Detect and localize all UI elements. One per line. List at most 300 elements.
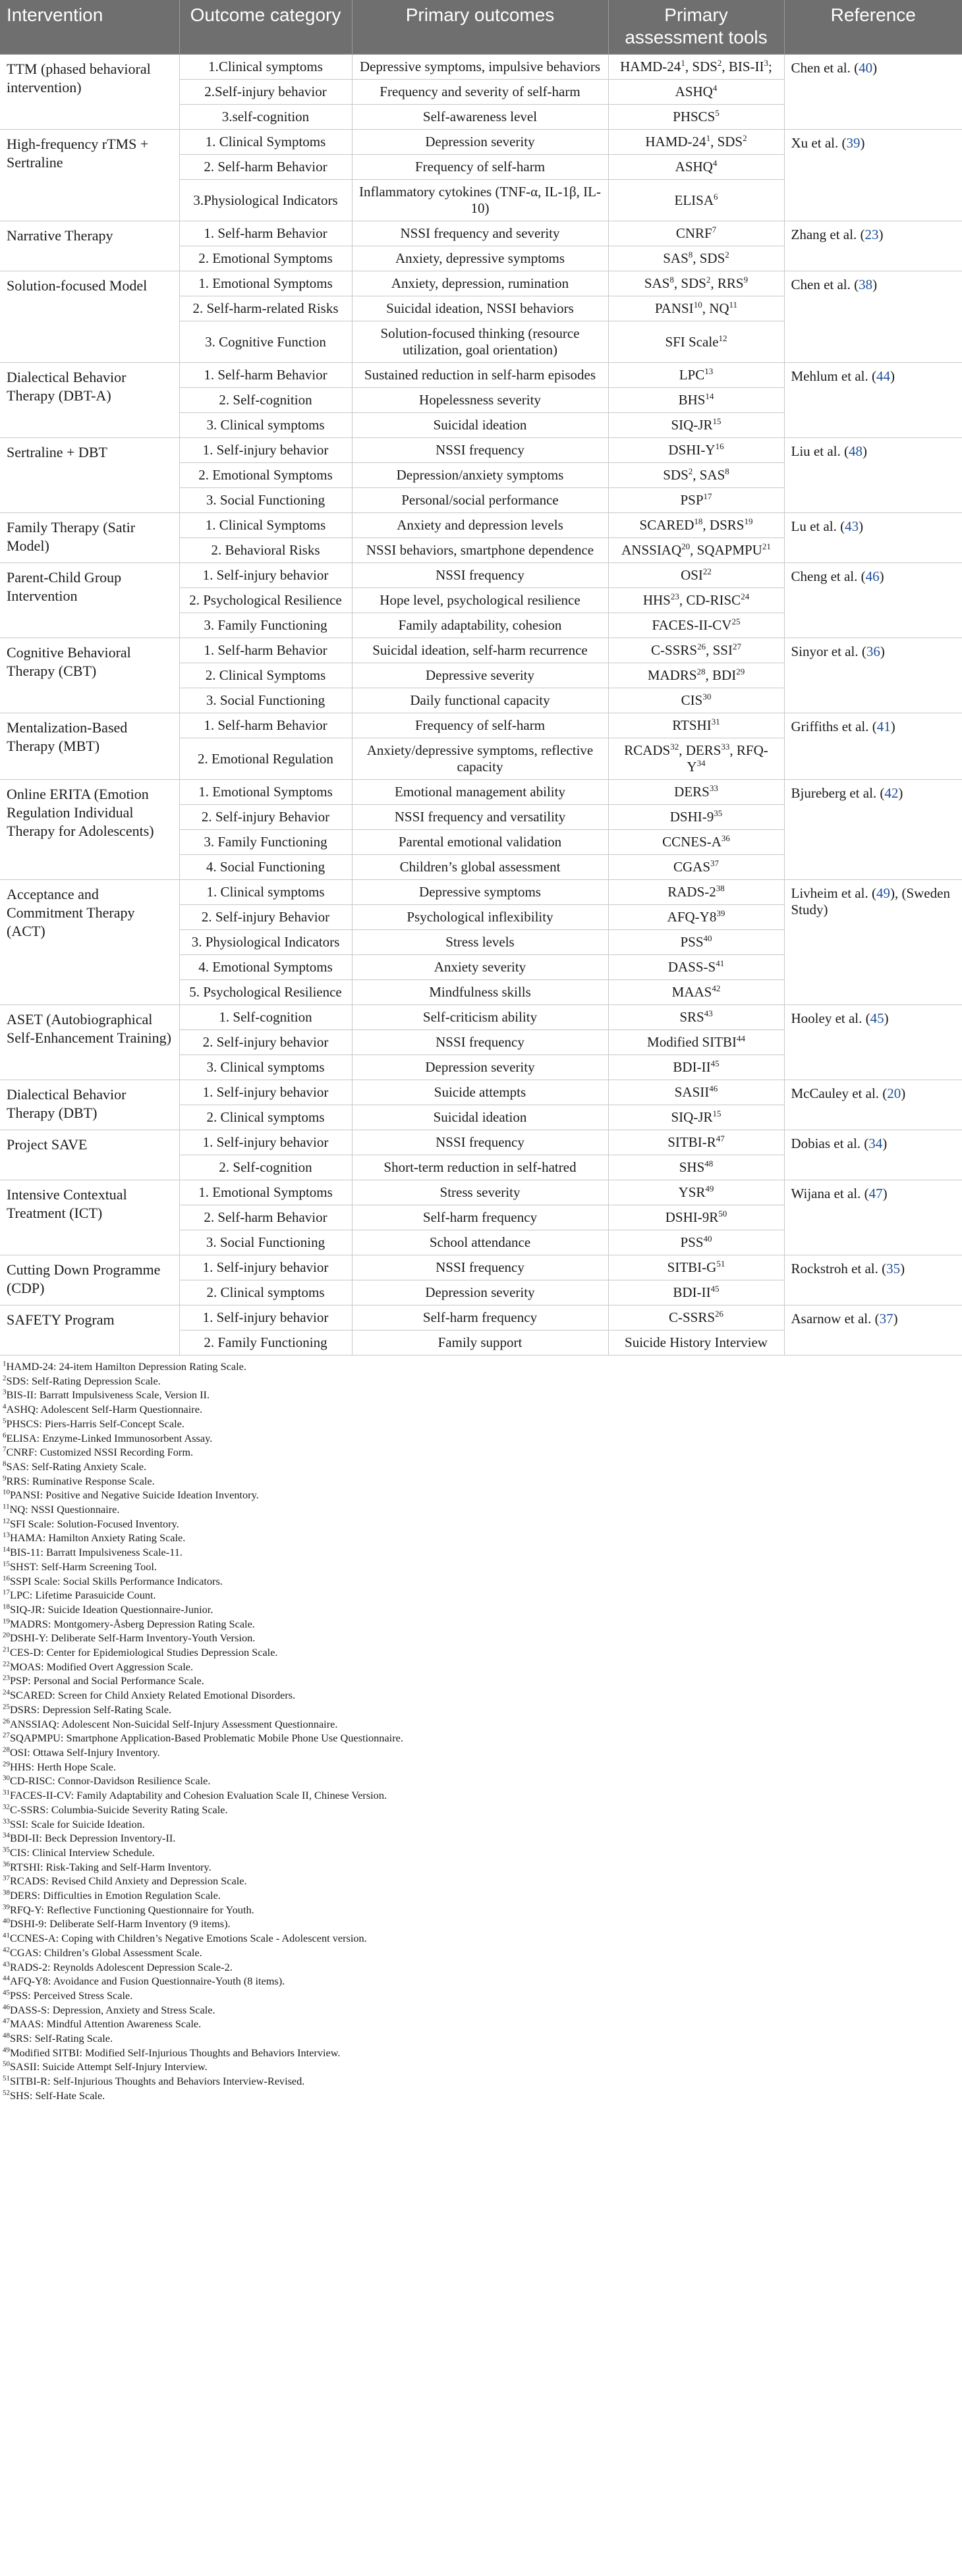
footnote [3, 1545, 959, 1560]
outcome-category: 2. Self-injury behavior [179, 1030, 352, 1055]
outcome-category: 3. Clinical symptoms [179, 413, 352, 438]
footnote-marker: 8 [669, 275, 674, 285]
outcome-category: 1. Emotional Symptoms [179, 780, 352, 805]
footnote-marker: 42 [712, 983, 721, 993]
outcome-category: 1.Clinical symptoms [179, 55, 352, 80]
tool-name: SITBI-G [667, 1259, 717, 1275]
primary-outcome: Suicidal ideation, self-harm recurrence [352, 638, 608, 663]
footnote-number: 42 [3, 1946, 10, 1954]
table-body [0, 55, 962, 1356]
primary-outcome: Personal/social performance [352, 488, 608, 513]
citation-link[interactable]: 39 [846, 135, 861, 151]
citation-link[interactable]: 45 [870, 1010, 884, 1026]
tool-name: YSR [678, 1184, 706, 1200]
assessment-tools [608, 321, 784, 363]
outcome-category: 3. Clinical symptoms [179, 1055, 352, 1080]
tool-name: , BIS-II [722, 59, 764, 74]
primary-outcome: Self-harm frequency [352, 1205, 608, 1230]
primary-outcome: NSSI behaviors, smartphone dependence [352, 538, 608, 563]
footnote-number: 51 [3, 2074, 10, 2083]
footnote-marker: 18 [694, 516, 703, 526]
footnote-text: OSI: Ottawa Self-Injury Inventory. [10, 1745, 160, 1759]
footnote [3, 1560, 959, 1574]
assessment-tools [608, 130, 784, 155]
footnote-text: RFQ-Y: Reflective Functioning Questionnaire for Youth. [10, 1903, 254, 1916]
outcome-category: 2. Emotional Regulation [179, 738, 352, 780]
outcome-category: 3. Social Functioning [179, 688, 352, 713]
footnote-number: 45 [3, 1988, 10, 1997]
tool-name: SDS [663, 467, 689, 483]
footnote-number: 37 [3, 1874, 10, 1882]
intervention-name: High-frequency rTMS + Sertraline [0, 130, 179, 221]
tool-name: RTSHI [672, 717, 712, 733]
intervention-name: Dialectical Behavior Therapy (DBT-A) [0, 363, 179, 438]
footnote [3, 1674, 959, 1688]
footnote-marker: 26 [697, 642, 706, 651]
footnote-marker: 2 [688, 466, 693, 476]
tool-name: RADS-2 [667, 884, 716, 900]
footnote-marker: 45 [710, 1284, 720, 1294]
footnote-marker: 3 [764, 58, 769, 68]
primary-outcome: NSSI frequency [352, 438, 608, 463]
footnote-marker: 30 [702, 692, 712, 701]
table-row [0, 1180, 962, 1205]
tool-name: FACES-II-CV [652, 617, 732, 633]
outcome-category: 2. Self-injury Behavior [179, 905, 352, 930]
reference [784, 1005, 962, 1080]
footnote-marker: 48 [704, 1159, 714, 1168]
primary-outcome: Daily functional capacity [352, 688, 608, 713]
footnote-text: ASHQ: Adolescent Self-Harm Questionnaire. [6, 1403, 203, 1416]
primary-outcome: Suicidal ideation, NSSI behaviors [352, 296, 608, 321]
footnote-number: 25 [3, 1703, 10, 1711]
footnote-number: 47 [3, 2017, 10, 2025]
reference-author: Griffiths et al. ( [791, 719, 877, 734]
footnote-text: C-SSRS: Columbia-Suicide Severity Rating Scale. [10, 1803, 228, 1816]
footnote-number: 41 [3, 1931, 10, 1940]
primary-outcome: Anxiety, depression, rumination [352, 271, 608, 296]
tool-name: ELISA [674, 192, 714, 208]
tool-name: PHSCS [673, 109, 716, 124]
assessment-tools [608, 363, 784, 388]
footnote [3, 2003, 959, 2017]
footnote-marker: 2 [717, 58, 722, 68]
primary-outcome: Stress levels [352, 930, 608, 955]
primary-outcome: Inflammatory cytokines (TNF-α, IL-1β, IL-10) [352, 180, 608, 221]
footnote-text: HHS: Herth Hope Scale. [10, 1760, 116, 1773]
footnote-marker: 15 [712, 1109, 722, 1118]
footnote-marker: 35 [714, 808, 723, 818]
outcome-category: 1. Self-harm Behavior [179, 363, 352, 388]
footnote-text: SHST: Self-Harm Screening Tool. [10, 1560, 157, 1573]
tool-name: Modified SITBI [647, 1034, 737, 1050]
tool-name: , BDI [705, 667, 737, 683]
assessment-tools [608, 980, 784, 1005]
primary-outcome: Self-awareness level [352, 105, 608, 130]
primary-outcome: Anxiety/depressive symptoms, reflective capacity [352, 738, 608, 780]
footnote [3, 1774, 959, 1788]
assessment-tools [608, 1330, 784, 1356]
reference-suffix: ) [872, 60, 878, 76]
footnote-number: 21 [3, 1645, 10, 1654]
footnote [3, 1645, 959, 1660]
assessment-tools [608, 1180, 784, 1205]
footnote-number: 20 [3, 1631, 10, 1639]
footnote-text: AFQ-Y8: Avoidance and Fusion Questionnaire-Youth (8 items). [10, 1975, 285, 1988]
footnote [3, 1988, 959, 2003]
reference [784, 130, 962, 221]
table-row [0, 1130, 962, 1155]
footnote [3, 1603, 959, 1617]
footnote [3, 1703, 959, 1717]
reference-suffix: ) [862, 443, 867, 459]
footnote [3, 2046, 959, 2060]
footnote [3, 1931, 959, 1946]
citation-link[interactable]: 20 [887, 1085, 901, 1101]
footnote-number: 30 [3, 1774, 10, 1782]
table-row [0, 1305, 962, 1330]
footnote-text: ELISA: Enzyme-Linked Immunosorbent Assay. [6, 1431, 213, 1444]
primary-outcome: Family support [352, 1330, 608, 1356]
footnote-number: 29 [3, 1760, 10, 1768]
citation-link[interactable]: 38 [859, 277, 873, 292]
tool-name: DASS-S [667, 959, 716, 975]
intervention-name: SAFETY Program [0, 1305, 179, 1356]
footnote-text: MOAS: Modified Overt Aggression Scale. [10, 1660, 194, 1673]
footnote-number: 43 [3, 1960, 10, 1969]
footnote-marker: 26 [715, 1309, 724, 1319]
assessment-tools [608, 738, 784, 780]
footnote [3, 1803, 959, 1817]
reference [784, 880, 962, 1005]
footnote-marker: 17 [703, 491, 712, 501]
primary-outcome: Hope level, psychological resilience [352, 588, 608, 613]
reference-suffix: ) [900, 1261, 905, 1276]
citation-link[interactable]: 49 [876, 885, 890, 901]
tool-name: SFI Scale [665, 333, 719, 350]
footnote-text: SHS: Self-Hate Scale. [10, 2089, 105, 2102]
footnote-marker: 37 [710, 858, 720, 868]
footnote-marker: 2 [725, 250, 729, 260]
footnote-number: 23 [3, 1674, 10, 1683]
footnote-number: 44 [3, 1974, 10, 1983]
footnote-marker: 43 [704, 1008, 713, 1018]
assessment-tools [608, 105, 784, 130]
footnote-number: 14 [3, 1545, 10, 1554]
intervention-name: Parent-Child Group Intervention [0, 563, 179, 638]
footnote [3, 1946, 959, 1960]
reference [784, 363, 962, 438]
footnote-marker: 14 [705, 391, 714, 401]
primary-outcome: Depression severity [352, 1055, 608, 1080]
footnote-marker: 47 [716, 1134, 725, 1143]
primary-outcome: Depressive symptoms [352, 880, 608, 905]
footnote-marker: 49 [705, 1184, 714, 1193]
tool-name: , SAS [693, 467, 725, 483]
reference-suffix: ) [882, 1136, 888, 1151]
footnote-marker: 34 [696, 758, 706, 768]
footnote-text: LPC: Lifetime Parasuicide Count. [10, 1589, 156, 1602]
footnote-text: SASII: Suicide Attempt Self-Injury Interview. [10, 2060, 208, 2073]
reference-suffix: ) [893, 1311, 898, 1327]
footnote-number: 4 [3, 1402, 7, 1411]
primary-outcome: Self-criticism ability [352, 1005, 608, 1030]
outcome-category: 4. Emotional Symptoms [179, 955, 352, 980]
primary-outcome: Family adaptability, cohesion [352, 613, 608, 638]
reference [784, 438, 962, 513]
footnote-marker: 16 [715, 441, 724, 451]
footnote-marker: 31 [711, 717, 720, 726]
reference-suffix: ) [879, 568, 884, 584]
reference-author: Wijana et al. ( [791, 1186, 869, 1201]
citation-link[interactable]: 46 [865, 568, 880, 584]
tool-name: PANSI [654, 300, 694, 316]
primary-outcome: Suicide attempts [352, 1080, 608, 1105]
tool-name: SHS [679, 1159, 705, 1175]
footnote-text: PSP: Personal and Social Performance Scale. [10, 1674, 204, 1687]
footnote-number: 13 [3, 1531, 10, 1540]
primary-outcome: Psychological inflexibility [352, 905, 608, 930]
tool-name: , RFQ-Y [687, 742, 768, 775]
reference-suffix: ) [880, 644, 885, 659]
table-row [0, 563, 962, 588]
footnote [3, 1846, 959, 1860]
footnote-text: SIQ-JR: Suicide Ideation Questionnaire-Junior. [10, 1603, 213, 1616]
assessment-tools [608, 1155, 784, 1180]
citation-link[interactable]: 43 [845, 518, 859, 534]
footnote-marker: 11 [729, 300, 738, 310]
footnote-number: 1 [3, 1359, 7, 1368]
tool-name: SIQ-JR [671, 417, 713, 433]
citation-link[interactable]: 35 [886, 1261, 901, 1276]
footnote-number: 35 [3, 1846, 10, 1854]
citation-link[interactable]: 37 [879, 1311, 893, 1327]
assessment-tools [608, 55, 784, 80]
footnote-number: 10 [3, 1488, 10, 1496]
citation-link[interactable]: 42 [884, 785, 899, 801]
outcome-category: 1. Clinical Symptoms [179, 130, 352, 155]
assessment-tools [608, 780, 784, 805]
footnote-text: RRS: Ruminative Response Scale. [6, 1474, 155, 1487]
footnote [3, 1745, 959, 1760]
table-row [0, 130, 962, 155]
footnote-number: 12 [3, 1517, 10, 1525]
tool-name: SITBI-R [667, 1134, 716, 1150]
tool-name: CIS [681, 692, 703, 708]
reference [784, 1080, 962, 1130]
outcome-category: 2. Family Functioning [179, 1330, 352, 1356]
table-row [0, 713, 962, 738]
primary-outcome: Depression severity [352, 130, 608, 155]
citation-link[interactable]: 40 [859, 60, 873, 76]
outcome-category: 1. Self-injury behavior [179, 1255, 352, 1280]
outcome-category: 3. Family Functioning [179, 613, 352, 638]
reference-suffix: ) [890, 719, 895, 734]
tool-name: Suicide History Interview [625, 1334, 768, 1350]
tool-name: , DERS [679, 742, 722, 758]
assessment-tools [608, 880, 784, 905]
citation-link[interactable]: 36 [866, 644, 880, 659]
table-row [0, 513, 962, 538]
assessment-tools [608, 955, 784, 980]
footnote-text: BIS-11: Barratt Impulsiveness Scale-11. [10, 1546, 183, 1559]
footnote-marker: 8 [688, 250, 693, 260]
citation-link[interactable]: 47 [868, 1186, 883, 1201]
intervention-name: Narrative Therapy [0, 221, 179, 271]
footnote-number: 31 [3, 1788, 10, 1797]
tool-name: DSHI-9 [669, 809, 714, 825]
citation-link[interactable]: 48 [848, 443, 863, 459]
primary-outcome: NSSI frequency and versatility [352, 805, 608, 830]
tool-name: SCARED [639, 517, 694, 533]
assessment-tools [608, 1055, 784, 1080]
outcome-category: 1. Clinical Symptoms [179, 513, 352, 538]
footnote-number: 18 [3, 1603, 10, 1611]
intervention-name: ASET (Autobiographical Self-Enhancement Training) [0, 1005, 179, 1080]
assessment-tools [608, 1105, 784, 1130]
footnote-text: CCNES-A: Coping with Children’s Negative Emotions Scale - Adolescent version. [10, 1932, 367, 1945]
footnote-number: 15 [3, 1560, 10, 1568]
footnote-number: 40 [3, 1917, 10, 1925]
assessment-tools [608, 271, 784, 296]
footnote-number: 16 [3, 1574, 10, 1583]
footnote-marker: 13 [704, 366, 714, 376]
assessment-tools [608, 1255, 784, 1280]
footnote-number: 5 [3, 1417, 7, 1425]
reference-author: Liu et al. ( [791, 443, 849, 459]
outcome-category: 2. Emotional Symptoms [179, 246, 352, 271]
assessment-tools [608, 830, 784, 855]
assessment-tools [608, 930, 784, 955]
intervention-name: Mentalization-Based Therapy (MBT) [0, 713, 179, 780]
footnote [3, 1431, 959, 1446]
outcome-category: 2. Clinical Symptoms [179, 663, 352, 688]
footnote-marker: 8 [725, 466, 729, 476]
footnote [3, 1574, 959, 1589]
footnote-marker: 36 [721, 833, 730, 843]
footnote-text: RTSHI: Risk-Taking and Self-Harm Inventory. [10, 1860, 212, 1873]
primary-outcome: Anxiety and depression levels [352, 513, 608, 538]
footnote-marker: 44 [736, 1033, 745, 1043]
reference-suffix: ) [882, 1186, 888, 1201]
footnote-text: SSI: Scale for Suicide Ideation. [10, 1817, 145, 1830]
footnote-number: 8 [3, 1460, 7, 1468]
table-row [0, 55, 962, 80]
assessment-tools [608, 413, 784, 438]
tool-name: CCNES-A [662, 834, 722, 850]
primary-outcome: Frequency of self-harm [352, 713, 608, 738]
table-row [0, 880, 962, 905]
outcome-category: 1. Self-injury behavior [179, 1130, 352, 1155]
footnote-text: PANSI: Positive and Negative Suicide Ideation Inventory. [10, 1489, 259, 1502]
tool-name: MADRS [647, 667, 697, 683]
outcome-category: 3.Physiological Indicators [179, 180, 352, 221]
footnote-text: CNRF: Customized NSSI Recording Form. [6, 1446, 194, 1459]
reference-suffix: ) [860, 135, 865, 151]
primary-outcome: Frequency and severity of self-harm [352, 80, 608, 105]
footnote [3, 1531, 959, 1545]
table-row [0, 221, 962, 246]
outcome-category: 2. Self-cognition [179, 1155, 352, 1180]
assessment-tools [608, 438, 784, 463]
outcome-category: 1. Self-harm Behavior [179, 713, 352, 738]
assessment-tools [608, 1280, 784, 1305]
assessment-tools [608, 1130, 784, 1155]
outcome-category: 2. Clinical symptoms [179, 1280, 352, 1305]
footnote-number: 27 [3, 1731, 10, 1740]
footnote-text: CD-RISC: Connor-Davidson Resilience Scale. [10, 1774, 211, 1788]
footnote [3, 1760, 959, 1774]
primary-outcome: NSSI frequency [352, 563, 608, 588]
footnotes [0, 1356, 962, 2107]
primary-outcome: Solution-focused thinking (resource utilization, goal orientation) [352, 321, 608, 363]
assessment-tools [608, 463, 784, 488]
footnote-marker: 32 [670, 742, 679, 752]
intervention-name: Cutting Down Programme (CDP) [0, 1255, 179, 1305]
tool-name: BDI-II [673, 1284, 711, 1300]
tool-name: , SDS [673, 275, 706, 291]
footnote-text: BIS-II: Barratt Impulsiveness Scale, Version II. [6, 1388, 210, 1402]
tool-name: DSHI-9R [665, 1209, 719, 1225]
footnote-text: RCADS: Revised Child Anxiety and Depression Scale. [10, 1875, 247, 1888]
reference [784, 55, 962, 130]
citation-link[interactable]: 34 [868, 1136, 883, 1151]
reference-author: Mehlum et al. ( [791, 368, 876, 384]
intervention-name: Project SAVE [0, 1130, 179, 1180]
intervention-name: Acceptance and Commitment Therapy (ACT) [0, 880, 179, 1005]
footnote [3, 1617, 959, 1631]
outcome-category: 3. Social Functioning [179, 1230, 352, 1255]
assessment-tools [608, 1030, 784, 1055]
reference-author: Zhang et al. ( [791, 227, 865, 242]
footnote-text: CIS: Clinical Interview Schedule. [10, 1846, 155, 1859]
footnote-text: FACES-II-CV: Family Adaptability and Cohesion Evaluation Scale II, Chinese Version. [10, 1789, 387, 1802]
footnote-number: 7 [3, 1445, 7, 1454]
tool-name: PSP [680, 492, 704, 508]
outcome-category: 1. Self-injury behavior [179, 438, 352, 463]
primary-outcome: NSSI frequency [352, 1130, 608, 1155]
footnote [3, 1488, 959, 1502]
footnote-text: SITBI-R: Self-Injurious Thoughts and Behaviors Interview-Revised. [10, 2075, 305, 2088]
citation-link[interactable]: 44 [876, 368, 890, 384]
primary-outcome: Self-harm frequency [352, 1305, 608, 1330]
header-reference: Reference [784, 0, 962, 55]
table-row [0, 1080, 962, 1105]
footnote [3, 1688, 959, 1703]
assessment-tools [608, 538, 784, 563]
intervention-name: Intensive Contextual Treatment (ICT) [0, 1180, 179, 1255]
outcome-category: 1. Clinical symptoms [179, 880, 352, 905]
reference-author: Asarnow et al. ( [791, 1311, 880, 1327]
outcome-category: 3. Cognitive Function [179, 321, 352, 363]
footnote [3, 1402, 959, 1417]
header-assessment-tools: Primary assessment tools [608, 0, 784, 55]
assessment-tools [608, 688, 784, 713]
citation-link[interactable]: 41 [876, 719, 891, 734]
footnote-text: BDI-II: Beck Depression Inventory-II. [10, 1832, 176, 1845]
footnote-marker: 40 [703, 933, 712, 943]
outcome-category: 2. Emotional Symptoms [179, 463, 352, 488]
outcome-category: 2. Behavioral Risks [179, 538, 352, 563]
tool-name: , RRS [710, 275, 744, 291]
assessment-tools [608, 80, 784, 105]
assessment-tools [608, 613, 784, 638]
outcome-category: 5. Psychological Resilience [179, 980, 352, 1005]
reference-suffix: ), (Sweden Study) [791, 885, 950, 918]
citation-link[interactable]: 23 [864, 227, 879, 242]
footnote [3, 1874, 959, 1888]
table-row [0, 1005, 962, 1030]
